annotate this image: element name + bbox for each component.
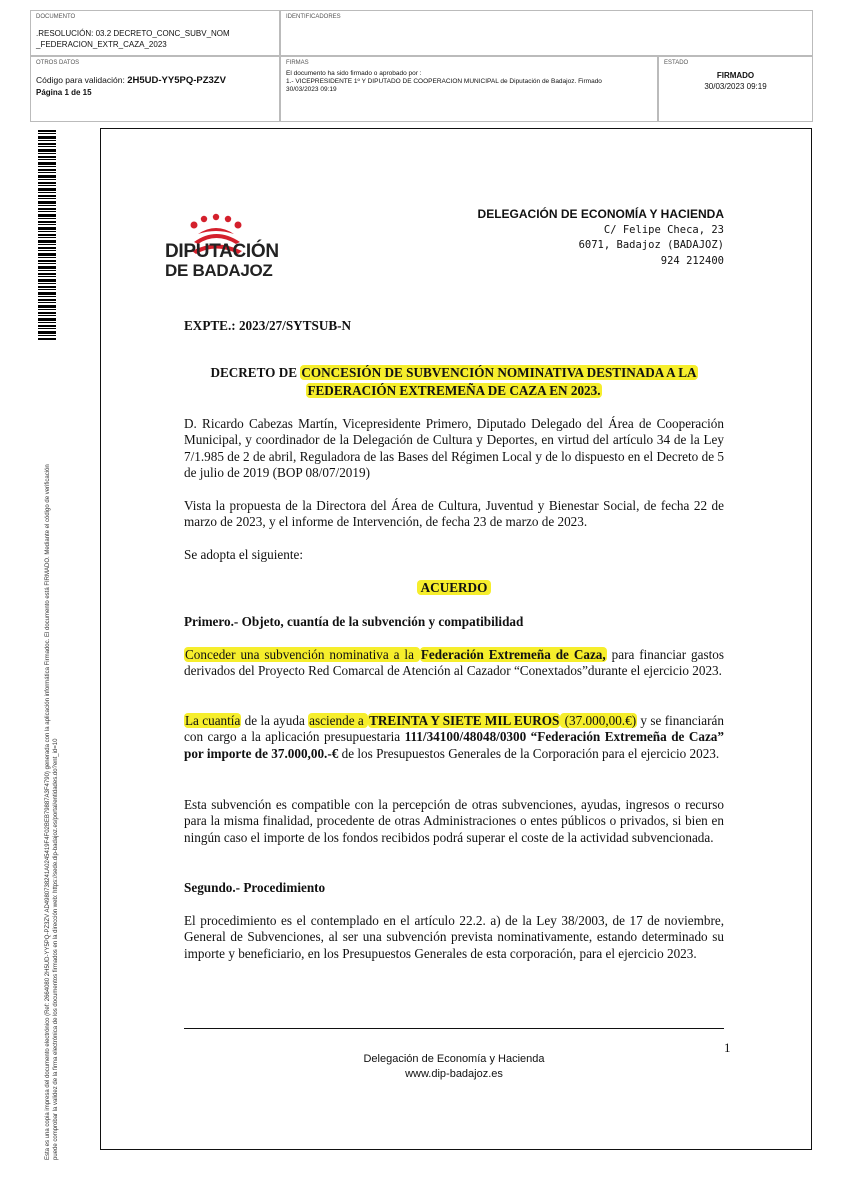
paragraph-adopta: Se adopta el siguiente: — [184, 547, 304, 562]
address-phone: 924 212400 — [660, 254, 724, 267]
otros-datos-cell: OTROS DATOS Código para validación: 2H5UD-YY5PQ-PZ3ZV Página 1 de 15 — [30, 56, 280, 122]
page-count: Página 1 de 15 — [36, 88, 92, 97]
estado-cell: ESTADO FIRMADO 30/03/2023 09:19 — [658, 56, 813, 122]
paragraph-propuesta: Vista la propuesta de la Directora del Área de Cultura, Juventud y Bienestar Social, de fecha 22 de marzo de 2023, y el informe de Intervención, de fecha 23 de marzo de 2023. — [184, 498, 724, 530]
paragraph-cuantia: La cuantía de la ayuda asciende a TREINTA Y SIETE MIL EUROS (37.000,00.€) y se financiarán con cargo a la aplicación presupuestaria 111/34100/48048/0300 “Federación Extremeña de Caza” por importe de 37.000,00.-€ de los Presupuestos Generales de la Corporación para el ejercicio 2023. — [184, 713, 724, 761]
paragraph-concesion: Conceder una subvención nominativa a la Federación Extremeña de Caza, para financiar gastos derivados del Proyecto Red Comarcal de Atención al Cazador “Conextados”durante el ejercicio 2023. — [184, 647, 724, 679]
footer — [184, 1052, 724, 1082]
barcode — [38, 130, 56, 340]
documento-cell: DOCUMENTO .RESOLUCIÓN: 03.2 DECRETO_CONC_SUBV_NOM _FEDERACION_EXTR_CAZA_2023 — [30, 10, 280, 56]
footer-department: Delegación de Economía y Hacienda — [363, 1053, 545, 1065]
address-street: C/ Felipe Checa, 23 — [603, 223, 724, 236]
paragraph-preamble: D. Ricardo Cabezas Martín, Vicepresidente Primero, Diputado Delegado del Área de Cooperación Municipal, y coordinador de la Delegación de Cultura y Deportes, en virtud del artículo 34 de la Ley 7/1.985 de 2 de abril, Reguladora de las Bases del Régimen Local y de lo dispuesto en el Decreto de 5 de julio de 2019 (BOP 08/07/2019) — [184, 416, 724, 481]
acuerdo-heading: ACUERDO — [184, 580, 724, 596]
logo-text: DIPUTACIÓN DE BADAJOZ — [165, 241, 279, 280]
page-number: 1 — [724, 1040, 731, 1055]
side-verification-text: Esta es una copia impresa del documento electrónico (Ref: 2664080 2H5UD-YY5PQ-PZ3ZV AD4980738241A0245419F4F02BEB79887A3F4790) generada con la aplicación informática Firmadoc. El documento está FIRMADO. Mediante el código de verificación puede comprobar la validez de la firma electrónica de los documentos firmados en la dirección web: https://sede.dip-badajoz.es/portal/entidades.do?ent_id=10 — [45, 464, 59, 1160]
firmas-cell: FIRMAS El documento ha sido firmado o aprobado por : 1.- VICEPRESIDENTE 1º Y DIPUTADO DE COOPERACION MUNICIPAL de Diputación de Badajoz. Firmado 30/03/2023 09:19 — [280, 56, 658, 122]
documento-line2: _FEDERACION_EXTR_CAZA_2023 — [36, 40, 167, 49]
validation-header — [30, 10, 813, 122]
footer-website[interactable]: www.dip-badajoz.es — [405, 1068, 503, 1080]
estado-date: 30/03/2023 09:19 — [704, 82, 767, 91]
codigo-label: Código para validación: — [36, 75, 125, 85]
address-city: 6071, Badajoz (BADAJOZ) — [578, 239, 724, 251]
documento-line1: .RESOLUCIÓN: 03.2 DECRETO_CONC_SUBV_NOM — [36, 29, 230, 38]
paragraph-compatibilidad: Esta subvención es compatible con la percepción de otras subvenciones, ayudas, ingresos o recurso para la misma finalidad, procedente de otras Administraciones o entes públicos o privados, si bien en ningún caso el importe de los fondos recibidos podrá superar el coste de la actividad subvencionada. — [184, 797, 724, 845]
paragraph-procedimiento: El procedimiento es el contemplado en el artículo 22.2. a) de la Ley 38/2003, de 17 de noviembre, General de Subvenciones, al ser una subvención prevista nominativamente, estando determinado su importe y beneficiario, en los Presupuestos Generales de esta corporación, para el ejercicio 2023. — [184, 913, 724, 961]
codigo-value: 2H5UD-YY5PQ-PZ3ZV — [127, 75, 226, 86]
expediente-number: EXPTE.: 2023/27/SYTSUB-N — [184, 318, 352, 333]
footer-rule — [184, 1028, 724, 1029]
segundo-heading: Segundo.- Procedimiento — [184, 880, 326, 895]
identificadores-cell: IDENTIFICADORES — [280, 10, 813, 56]
address-block — [478, 207, 724, 269]
primero-heading: Primero.- Objeto, cuantía de la subvención y compatibilidad — [184, 614, 524, 629]
address-title: DELEGACIÓN DE ECONOMÍA Y HACIENDA — [477, 207, 724, 221]
decree-title: DECRETO DE CONCESIÓN DE SUBVENCIÓN NOMINATIVA DESTINADA A LA FEDERACIÓN EXTREMEÑA DE CAZA EN 2023. — [210, 365, 697, 398]
estado-value: FIRMADO — [716, 71, 755, 80]
